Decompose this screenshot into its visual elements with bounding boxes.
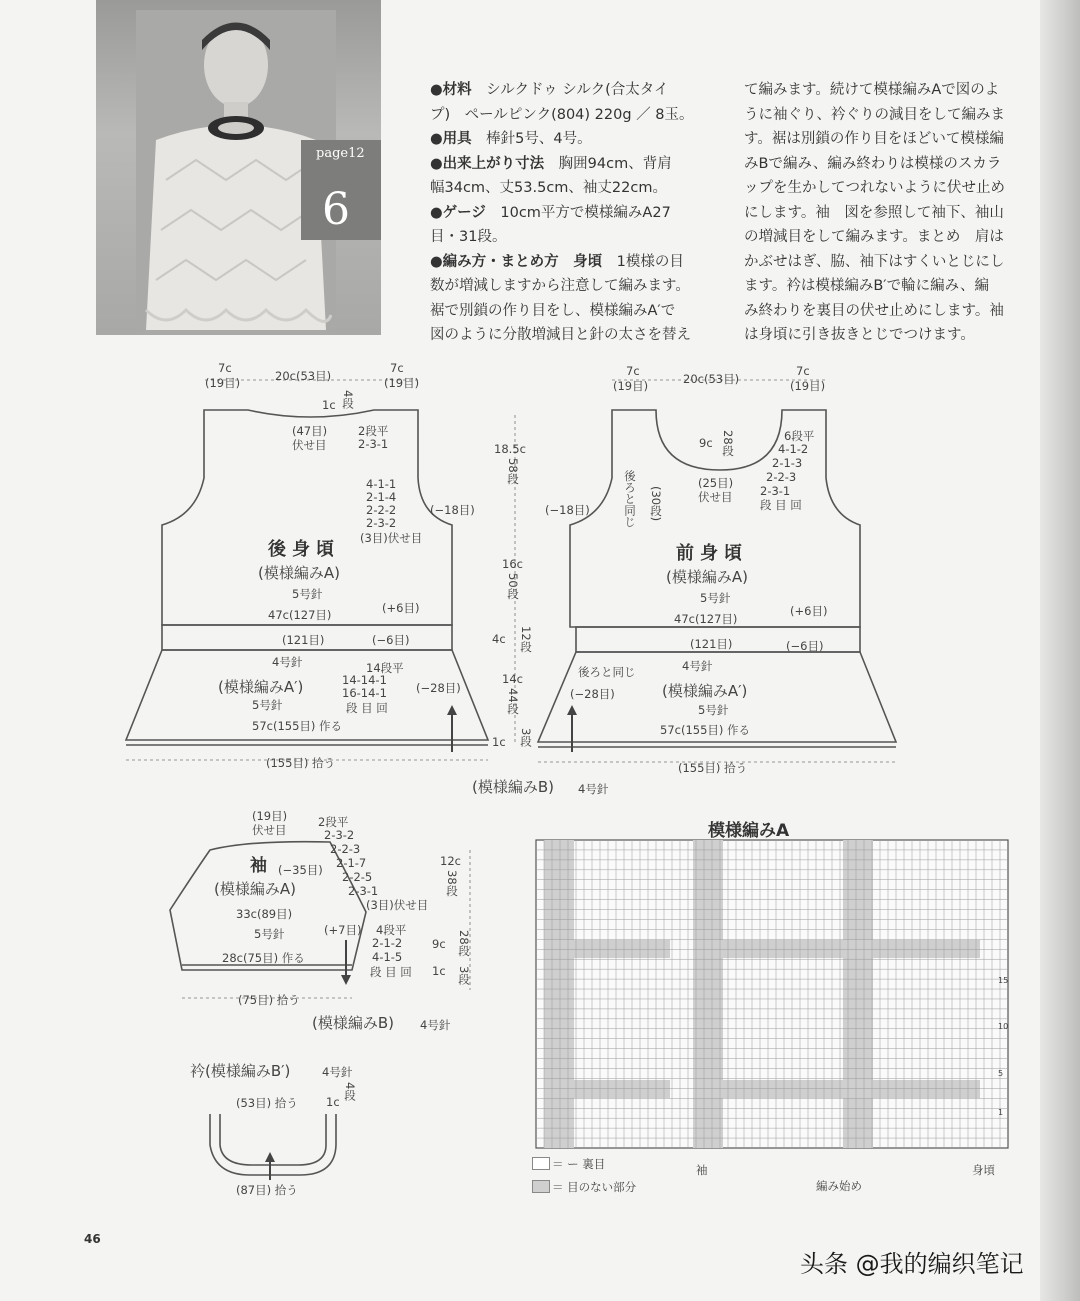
sleeve-title: 袖 bbox=[250, 856, 267, 876]
front-neck-dec: 2-2-3 bbox=[766, 470, 797, 484]
back-neck-dec2: 2-3-1 bbox=[358, 437, 389, 451]
dim-h2-rows: 50段 bbox=[506, 573, 520, 600]
collar-title: 衿(模様編みB′) bbox=[190, 1062, 291, 1080]
front-neck-dec: 6段平 bbox=[784, 429, 815, 443]
back-neck-h: 1c bbox=[322, 398, 336, 412]
sleeve-h-cuff-rows: 3段 bbox=[457, 966, 471, 985]
back-arm-side: (−18目) bbox=[430, 503, 475, 517]
front-same-back2: 後ろと同じ bbox=[578, 665, 636, 679]
front-neck-dec: 4-1-2 bbox=[778, 442, 809, 456]
back-band-sts: (121目) bbox=[282, 633, 325, 647]
back-cast-on: 57c(155目) 作る bbox=[252, 719, 343, 733]
sleeve-inc-rows: 段 目 回 bbox=[370, 965, 412, 979]
collar-pickup-bottom: (87目) 拾う bbox=[236, 1183, 298, 1197]
chart-bottom-left: 袖 bbox=[696, 1163, 708, 1177]
front-needle4: 4号針 bbox=[682, 659, 713, 673]
front-band-dec: (−6目) bbox=[786, 639, 824, 653]
chart-row-mark: 10 bbox=[998, 1022, 1009, 1031]
front-needle5: 5号針 bbox=[700, 591, 731, 605]
front-arm-rows: (30段) bbox=[649, 486, 663, 522]
instr-line: 裾で別鎖の作り目をし、模様編みA′で bbox=[430, 302, 676, 319]
back-band-dec: (−6目) bbox=[372, 633, 410, 647]
back-lower-needle: 5号針 bbox=[252, 698, 283, 712]
dim-h4-rows: 44段 bbox=[506, 688, 520, 715]
dim-h5: 1c bbox=[492, 735, 506, 749]
chart-title: 模様編みA bbox=[708, 821, 790, 841]
sleeve-inc-rows: 2-1-2 bbox=[372, 936, 403, 950]
front-neck-dec: 段 目 回 bbox=[760, 498, 802, 512]
back-top-left-sts: (19目) bbox=[205, 376, 241, 390]
sleeve-border: (模様編みB) bbox=[312, 1014, 394, 1032]
sleeve-pattern: (模様編みA) bbox=[214, 880, 296, 898]
instr-line: ップを生かしてつれないように伏せ止め bbox=[744, 180, 1005, 196]
front-arm-side: (−18目) bbox=[545, 503, 590, 517]
back-lower-pattern: (模様編みA′) bbox=[218, 678, 304, 696]
sleeve-cap-side: (−35目) bbox=[278, 863, 323, 877]
front-neck-h: 9c bbox=[699, 436, 713, 450]
sleeve-inc: (+7目) bbox=[324, 923, 362, 937]
instr-line: は身頃に引き抜きとじでつけます。 bbox=[744, 327, 975, 343]
instr-line: ●ゲージ 10cm平方で模様編みA27 bbox=[430, 204, 671, 221]
instr-line: プ) ペールピンク(804) 220g ／ 8玉。 bbox=[430, 106, 694, 123]
instr-line: かぶせはぎ、脇、袖下はすくいとじにし bbox=[744, 253, 1005, 270]
watermark: 头条 @我的编织笔记 bbox=[800, 1250, 1024, 1278]
back-top-mid: 20c(53目) bbox=[275, 369, 332, 383]
back-lower-dec: (−28目) bbox=[416, 681, 461, 695]
page-tag: page12 bbox=[316, 146, 365, 161]
sleeve-cap-dec: 2-3-1 bbox=[348, 884, 379, 898]
instr-line: み終わりを裏目の伏せ止めにします。袖 bbox=[744, 302, 1004, 319]
sleeve-h-cap-rows: 38段 bbox=[445, 870, 459, 897]
collar-pickup-top: (53目) 拾う bbox=[236, 1096, 298, 1110]
back-rows: 14-14-1 bbox=[342, 673, 387, 687]
dim-h1: 18.5c bbox=[494, 442, 526, 456]
front-top-mid: 20c(53目) bbox=[683, 372, 740, 386]
instr-line: うに袖ぐり、衿ぐりの減目をして編みま bbox=[744, 106, 1005, 123]
back-top-right-cm: 7c bbox=[390, 361, 404, 375]
sleeve-cuff-sts: 28c(75目) 作る bbox=[222, 951, 305, 965]
back-width: 47c(127目) bbox=[268, 608, 332, 622]
front-neck-rows: 28段 bbox=[721, 430, 735, 457]
instr-line: の増減目をして編みます。まとめ 肩は bbox=[744, 229, 1004, 245]
back-neck-bo: 伏せ目 bbox=[292, 438, 327, 452]
front-inc: (+6目) bbox=[790, 604, 828, 618]
back-title: 後身頃 bbox=[268, 539, 340, 560]
instr-line: ●出来上がり寸法 胸囲94cm、背肩 bbox=[430, 155, 672, 172]
sleeve-h-body-rows: 28段 bbox=[457, 930, 471, 957]
front-neck-bo: 伏せ目 bbox=[698, 490, 733, 504]
sleeve-cap-bo: (3目)伏せ目 bbox=[366, 898, 429, 912]
collar-h: 1c bbox=[326, 1095, 340, 1109]
back-rows: 16-14-1 bbox=[342, 686, 387, 700]
sleeve-cap-dec: 2段平 bbox=[318, 815, 349, 829]
pattern-chart-grid bbox=[536, 840, 1008, 1148]
dim-h3: 4c bbox=[492, 632, 506, 646]
instr-line: 図のように分散増減目と針の太さを替え bbox=[430, 327, 691, 343]
sleeve-h-cap: 12c bbox=[440, 854, 461, 868]
instr-line: ●用具 棒針5号、4号。 bbox=[430, 131, 592, 147]
front-band-sts: (121目) bbox=[690, 637, 733, 651]
back-arm-bo: (3目)伏せ目 bbox=[360, 531, 423, 545]
back-pattern: (模様編みA) bbox=[258, 564, 340, 582]
front-width: 47c(127目) bbox=[674, 612, 738, 626]
sleeve-inc-rows: 4段平 bbox=[376, 923, 407, 937]
dim-h3-rows: 12段 bbox=[519, 626, 533, 653]
pattern-number: 6 bbox=[322, 184, 350, 235]
front-lower-needle: 5号針 bbox=[698, 703, 729, 717]
dim-h2: 16c bbox=[502, 557, 523, 571]
instr-line: ●材料 シルクドゥ シルク(合太タイ bbox=[430, 82, 669, 98]
instr-line: 目・31段。 bbox=[430, 229, 507, 245]
collar-outline bbox=[210, 1114, 336, 1175]
instr-line: みBで編み、編み終わりは模様のスカラ bbox=[744, 155, 1002, 172]
sleeve-inc-rows: 4-1-5 bbox=[372, 950, 403, 964]
instr-line: て編みます。続けて模様編みAで図のよ bbox=[744, 82, 1000, 98]
chart-bottom-mid: 編み始め bbox=[816, 1179, 862, 1193]
front-pattern: (模様編みA) bbox=[666, 568, 748, 586]
sleeve-pickup: (75目) 拾う bbox=[238, 993, 300, 1007]
chart-bottom-right: 身頃 bbox=[972, 1163, 995, 1177]
front-neck-dec: 2-3-1 bbox=[760, 484, 791, 498]
chart-row-mark: 1 bbox=[998, 1108, 1004, 1117]
back-arm-dec: 4-1-1 bbox=[366, 477, 397, 491]
sleeve-top-bo: 伏せ目 bbox=[252, 823, 287, 837]
instr-line: ●編み方・まとめ方 身頃 1模様の目 bbox=[430, 253, 684, 270]
instr-line: ます。衿は模様編みB′で輪に編み、編 bbox=[744, 278, 989, 294]
legend-blank-swatch bbox=[532, 1157, 550, 1170]
dim-h4: 14c bbox=[502, 672, 523, 686]
back-arm-dec: 2-2-2 bbox=[366, 503, 397, 517]
back-top-right-sts: (19目) bbox=[384, 376, 420, 390]
back-neck-rows: 4段 bbox=[341, 390, 355, 409]
sleeve-cap-dec: 2-1-7 bbox=[336, 856, 367, 870]
back-neck-dec1: 2段平 bbox=[358, 424, 389, 438]
legend-purl: ＝ ー 裏目 bbox=[552, 1157, 606, 1171]
border-needle: 4号針 bbox=[578, 782, 609, 796]
sleeve-width: 33c(89目) bbox=[236, 907, 293, 921]
front-top-left-cm: 7c bbox=[626, 364, 640, 378]
sleeve-cap-dec: 2-3-2 bbox=[324, 828, 355, 842]
back-top-left-cm: 7c bbox=[218, 361, 232, 375]
chart-row-mark: 15 bbox=[998, 976, 1009, 985]
instr-line: 数が増減しますから注意して編みます。 bbox=[430, 278, 690, 294]
back-pickup: (155目) 拾う bbox=[266, 756, 336, 770]
instr-line: す。裾は別鎖の作り目をほどいて模様編 bbox=[744, 131, 1004, 147]
front-neck-dec: 2-1-3 bbox=[772, 456, 803, 470]
collar-needle: 4号針 bbox=[322, 1065, 353, 1079]
sleeve-border-needle: 4号針 bbox=[420, 1018, 451, 1032]
back-arm-dec: 2-3-2 bbox=[366, 516, 397, 530]
instr-line: 幅34cm、丈53.5cm、袖丈22cm。 bbox=[430, 180, 667, 196]
page-number: 46 bbox=[84, 1232, 101, 1246]
back-needle5: 5号針 bbox=[292, 587, 323, 601]
instr-line: にします。袖 図を参照して袖下、袖山 bbox=[744, 204, 1004, 221]
back-rows: 14段平 bbox=[366, 661, 404, 675]
back-needle4: 4号針 bbox=[272, 655, 303, 669]
front-lower-dec: (−28目) bbox=[570, 687, 615, 701]
front-cast-on: 57c(155目) 作る bbox=[660, 723, 751, 737]
front-top-left-sts: (19目) bbox=[613, 379, 649, 393]
chart-row-mark: 5 bbox=[998, 1069, 1004, 1078]
sleeve-needle5: 5号針 bbox=[254, 927, 285, 941]
legend-nostitch: ＝ 目のない部分 bbox=[552, 1180, 637, 1194]
sleeve-cap-dec: 2-2-3 bbox=[330, 842, 361, 856]
back-arm-dec: 2-1-4 bbox=[366, 490, 397, 504]
sleeve-h-body: 9c bbox=[432, 937, 446, 951]
front-title: 前身頃 bbox=[676, 543, 748, 564]
front-top-right-sts: (19目) bbox=[790, 379, 826, 393]
dim-h1-rows: 58段 bbox=[506, 458, 520, 485]
collar-rows: 4段 bbox=[343, 1082, 357, 1101]
legend-gray-swatch bbox=[532, 1180, 550, 1193]
back-neck-sts: (47目) bbox=[292, 424, 328, 438]
sleeve-h-cuff: 1c bbox=[432, 964, 446, 978]
back-inc: (+6目) bbox=[382, 601, 420, 615]
sleeve-top-sts: (19目) bbox=[252, 809, 288, 823]
front-lower-pattern: (模様編みA′) bbox=[662, 682, 748, 700]
sleeve-cap-dec: 2-2-5 bbox=[342, 870, 373, 884]
front-same-as-back: 後ろと同じ bbox=[623, 470, 637, 528]
front-neck-sts: (25目) bbox=[698, 476, 734, 490]
border-pattern: (模様編みB) bbox=[472, 778, 554, 796]
dim-h5-rows: 3段 bbox=[519, 728, 533, 747]
front-pickup: (155目) 拾う bbox=[678, 761, 748, 775]
back-rows: 段 目 回 bbox=[346, 701, 388, 715]
front-top-right-cm: 7c bbox=[796, 364, 810, 378]
